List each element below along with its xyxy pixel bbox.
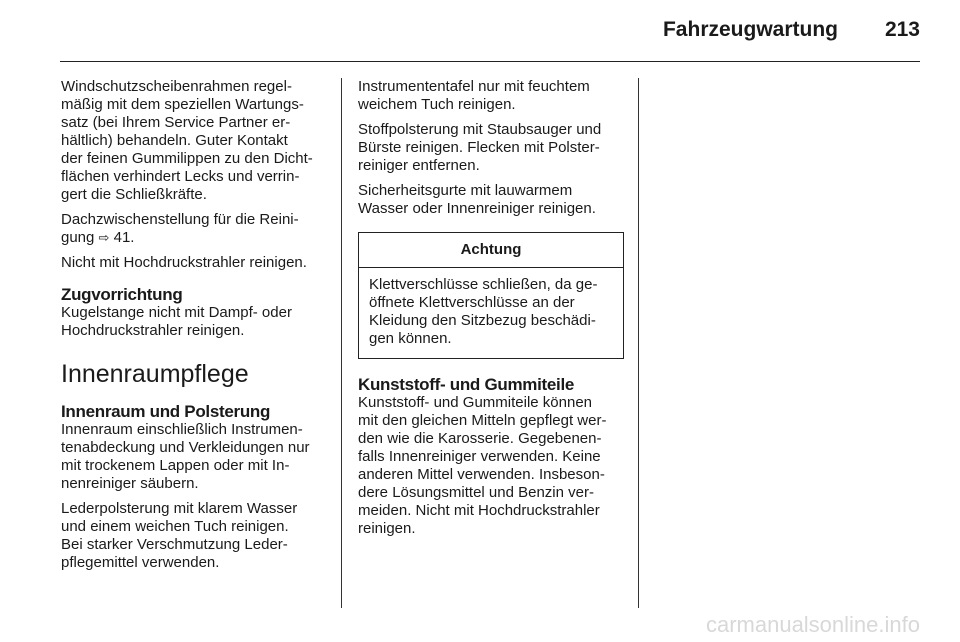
text-line: weichem Tuch reinigen. [358,96,516,113]
paragraph-leather [61,500,327,572]
watermark: carmanualsonline.info [705,612,920,637]
section-title-interior-care: Innenraumpflege [61,360,249,388]
text-line: Lederpolsterung mit klarem Wasser [61,500,298,517]
text-line: meiden. Nicht mit Hochdruckstrahler [358,502,600,519]
text-line [61,229,327,247]
page-number: 213 [884,18,920,41]
column-divider-right [638,78,639,608]
text-line: Kugelstange nicht mit Dampf- oder [61,304,292,321]
text-line: Sicherheitsgurte mit lauwarmem [358,182,573,199]
heading-plastic-rubber: Kunststoff- und Gummiteile [358,375,575,394]
header-rule [60,61,920,62]
paragraph-window-frame [61,78,327,204]
text-line: Nicht mit Hochdruckstrahler reinigen. [61,254,307,271]
arrow-reference-icon[interactable]: ⇨ [98,230,110,245]
text-line: Klettverschlüsse schließen, da ge- [369,276,598,293]
text-line: Innenraum einschließlich Instrumen- [61,421,303,438]
text-line: mit den gleichen Mitteln gepflegt wer- [358,412,607,429]
paragraph-instrument-panel [358,78,624,114]
column-left [61,78,327,579]
header-title: Fahrzeugwartung [662,18,838,41]
paragraph-seat-belts [358,182,624,218]
text-line: Kleidung den Sitzbezug beschädi- [369,312,596,329]
text-line: und einem weichen Tuch reinigen. [61,518,289,535]
paragraph-roof-position [61,211,327,247]
text-line: dere Lösungsmittel und Benzin ver- [358,484,594,501]
text-line: Windschutzscheibenrahmen regel- [61,78,292,95]
warning-body [359,268,623,358]
text-line: hältlich) behandeln. Guter Kontakt [61,132,288,149]
text-line: der feinen Gummilippen zu den Dicht- [61,150,313,167]
page-reference[interactable]: 41. [109,229,135,246]
paragraph-no-pressure-washer [61,254,327,272]
paragraph-interior [61,421,327,493]
text-line: satz (bei Ihrem Service Partner er- [61,114,291,131]
text-line: Bürste reinigen. Flecken mit Polster- [358,139,600,156]
text-line: flächen verhindert Lecks und verrin- [61,168,300,185]
text-line: Bei starker Verschmutzung Leder- [61,536,288,553]
paragraph-plastic-rubber [358,394,624,538]
text-line: Kunststoff- und Gummiteile können [358,394,593,411]
text-line: den wie die Karosserie. Gegebenen- [358,430,602,447]
column-middle [358,78,624,545]
heading-towbar: Zugvorrichtung [61,285,183,304]
text-line: nenreiniger säubern. [61,475,199,492]
text-line: falls Innenreiniger verwenden. Keine [358,448,601,465]
warning-title: Achtung [359,233,623,268]
text-line: gen können. [369,330,452,347]
text-fragment: gung [61,229,99,246]
text-line: öffnete Klettverschlüsse an der [369,294,575,311]
heading-interior-upholstery: Innenraum und Polsterung [61,402,271,421]
text-line: gert die Schließkräfte. [61,186,207,203]
text-line: Instrumententafel nur mit feuchtem [358,78,590,95]
text-line: pflegemittel verwenden. [61,554,220,571]
paragraph-fabric-upholstery [358,121,624,175]
paragraph-towbar [61,304,327,340]
text-line: mäßig mit dem speziellen Wartungs- [61,96,304,113]
text-line: mit trockenem Lappen oder mit In- [61,457,290,474]
text-line: Stoffpolsterung mit Staubsauger und [358,121,602,138]
text-line: anderen Mittel verwenden. Insbeson- [358,466,605,483]
column-divider-left [341,78,342,608]
warning-box [358,232,624,359]
text-line: Dachzwischenstellung für die Reini- [61,211,299,228]
text-line: tenabdeckung und Verkleidungen nur [61,439,310,456]
text-line: reinigen. [358,520,416,537]
text-line: Wasser oder Innenreiniger reinigen. [358,200,596,217]
text-line: reiniger entfernen. [358,157,480,174]
text-line: Hochdruckstrahler reinigen. [61,322,245,339]
